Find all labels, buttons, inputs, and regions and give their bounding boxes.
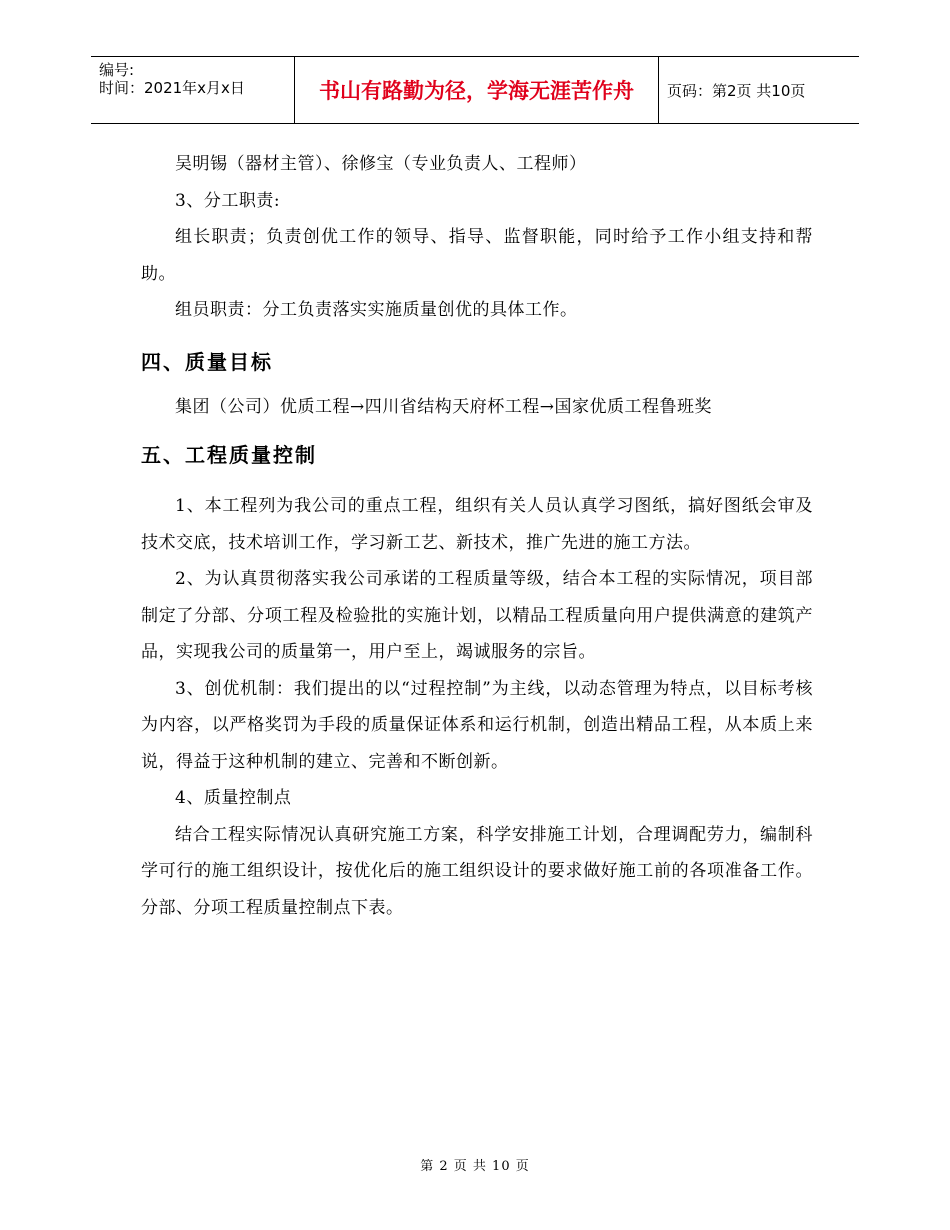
paragraph-member-duties: 组员职责：分工负责落实实施质量创优的具体工作。	[175, 300, 578, 320]
page-footer: 第 2 页 共 10 页	[420, 1159, 530, 1174]
document-body	[141, 146, 813, 926]
time-label: 时间：2021年x月x日	[99, 79, 245, 97]
page-header	[91, 56, 859, 124]
header-motto: 书山有路勤为径，学海无涯苦作舟	[294, 57, 659, 123]
paragraph-key-project: 1、本工程列为我公司的重点工程，组织有关人员认真学习图纸，搞好图纸会审及技术交底，技术培训工作，学习新工艺、新技术，推广先进的施工方法。	[141, 496, 813, 553]
header-meta	[91, 57, 294, 123]
paragraph-members: 吴明锡（器材主管）、徐修宝（专业负责人、工程师）	[175, 154, 587, 174]
section-heading-quality-goal: 四、质量目标	[141, 349, 273, 374]
paragraph-mechanism: 3、创优机制：我们提出的以“过程控制”为主线，以动态管理为特点，以目标考核为内容，以严格奖罚为手段的质量保证体系和运行机制，创造出精品工程，从本质上来说，得益于这种机制的建立、完善和不断创新。	[141, 678, 813, 772]
paragraph-quality-goal: 集团（公司）优质工程→四川省结构天府杯工程→国家优质工程鲁班奖	[175, 396, 712, 417]
paragraph-quality-level: 2、为认真贯彻落实我公司承诺的工程质量等级，结合本工程的实际情况，项目部制定了分部、分项工程及检验批的实施计划，以精品工程质量向用户提供满意的建筑产品，实现我公司的质量第一，用户至上，竭诚服务的宗旨。	[141, 569, 813, 662]
paragraph-duties-heading: 3、分工职责:	[175, 190, 281, 211]
paragraph-control-points-heading: 4、质量控制点	[175, 788, 292, 808]
section-heading-quality-control: 五、工程质量控制	[141, 443, 317, 467]
header-page-info: 页码：第2页 共10页	[667, 81, 806, 100]
paragraph-control-points: 结合工程实际情况认真研究施工方案，科学安排施工计划，合理调配劳力，编制科学可行的施工组织设计，按优化后的施工组织设计的要求做好施工前的各项准备工作。分部、分项工程质量控制点下表。	[141, 824, 813, 918]
number-label: 编号:	[99, 61, 135, 79]
paragraph-leader-duties: 组长职责；负责创优工作的领导、指导、监督职能，同时给予工作小组支持和帮助。	[141, 227, 813, 284]
